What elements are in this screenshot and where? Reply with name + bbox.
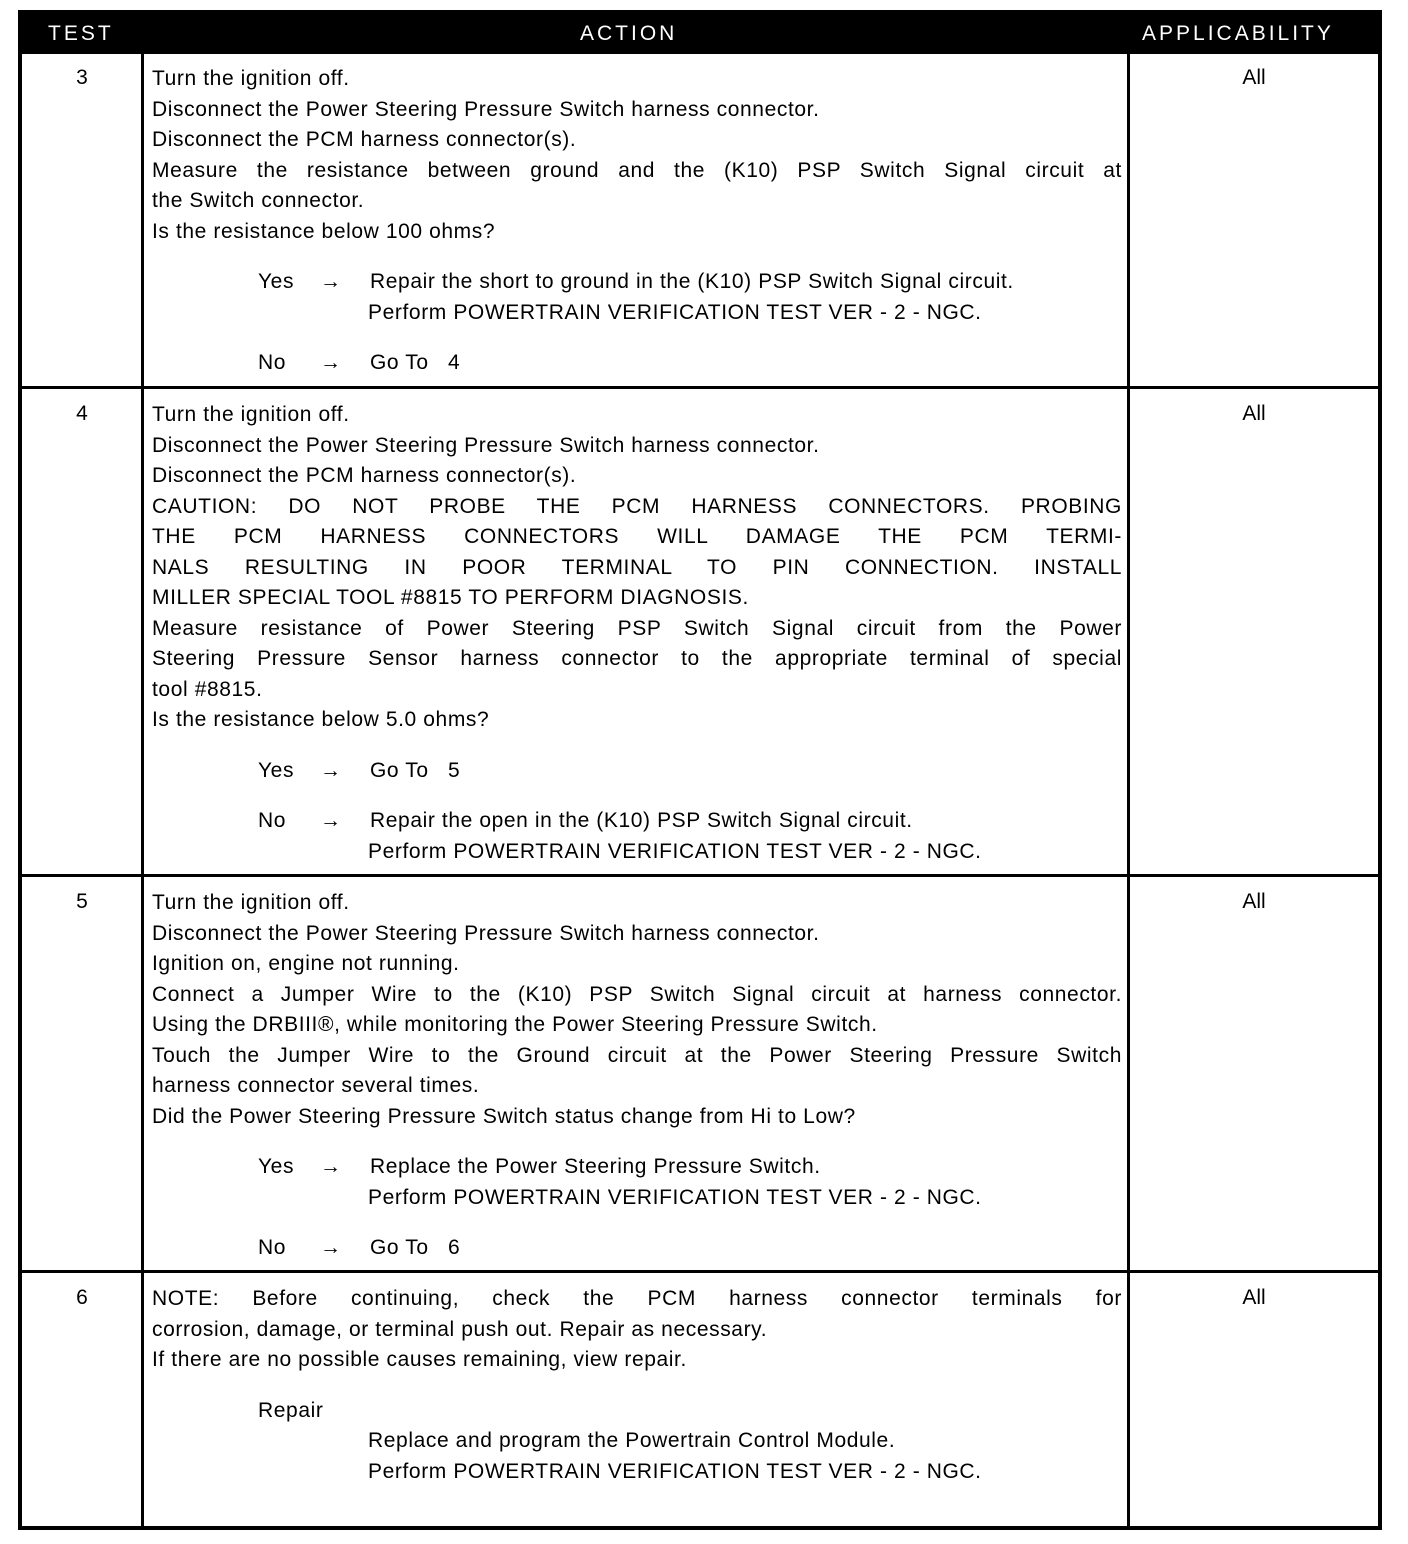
row-divider: [22, 874, 1378, 877]
action-line: Ignition on, engine not running.: [152, 952, 460, 975]
row-divider: [22, 386, 1378, 389]
action-line: Disconnect the Power Steering Pressure Switch harness connector.: [152, 97, 820, 121]
no-label: No: [258, 1236, 287, 1259]
action-cell: [152, 888, 1122, 1264]
arrow-icon: →: [320, 1236, 342, 1259]
header-action: ACTION: [580, 22, 678, 45]
no-label: No: [258, 809, 287, 832]
no-label: No: [258, 351, 287, 374]
yes-text-2: Perform POWERTRAIN VERIFICATION TEST VER - 2 - NGC.: [368, 300, 982, 324]
yes-text-2: Perform POWERTRAIN VERIFICATION TEST VER - 2 - NGC.: [368, 1185, 982, 1209]
no-text: Go To 6: [370, 1236, 461, 1259]
action-line: Is the resistance below 100 ohms?: [152, 219, 496, 243]
yes-response: [152, 1152, 1122, 1183]
yes-response: [152, 756, 1122, 787]
action-line: CAUTION: DO NOT PROBE THE PCM HARNESS CONNECTORS. PROBING: [152, 494, 1122, 518]
action-cell: [152, 1284, 1122, 1487]
table-header: [22, 14, 1378, 54]
applicability: All: [1242, 66, 1266, 89]
repair-label: Repair: [258, 1398, 324, 1422]
action-line: corrosion, damage, or terminal push out. Repair as necessary.: [152, 1317, 768, 1341]
action-line: the Switch connector.: [152, 189, 365, 212]
no-response: [152, 1233, 1122, 1264]
arrow-icon: →: [320, 758, 342, 782]
no-response: [152, 806, 1122, 837]
action-line: Disconnect the Power Steering Pressure Switch harness connector.: [152, 433, 820, 457]
action-cell: [152, 400, 1122, 867]
diagnostic-table: [18, 10, 1382, 1530]
action-line: Turn the ignition off.: [152, 891, 350, 914]
applicability: All: [1242, 402, 1266, 425]
action-line: Disconnect the Power Steering Pressure Switch harness connector.: [152, 921, 820, 945]
no-text-2: Perform POWERTRAIN VERIFICATION TEST VER - 2 - NGC.: [368, 839, 982, 863]
action-line: Disconnect the PCM harness connector(s).: [152, 128, 577, 151]
action-line: harness connector several times.: [152, 1074, 480, 1097]
action-line: Touch the Jumper Wire to the Ground circuit at the Power Steering Pressure Switch: [152, 1043, 1122, 1067]
action-cell: [152, 64, 1122, 379]
header-applicability: APPLICABILITY: [1142, 22, 1334, 45]
action-line: Did the Power Steering Pressure Switch status change from Hi to Low?: [152, 1104, 856, 1128]
action-line: THE PCM HARNESS CONNECTORS WILL DAMAGE THE PCM TERMI-: [152, 525, 1122, 548]
arrow-icon: →: [320, 270, 342, 293]
action-line: Connect a Jumper Wire to the (K10) PSP Switch Signal circuit at harness connector.: [152, 982, 1122, 1006]
action-line: NOTE: Before continuing, check the PCM harness connector terminals for: [152, 1287, 1122, 1310]
action-line: Turn the ignition off.: [152, 67, 350, 90]
yes-label: Yes: [258, 1155, 295, 1178]
action-line: Using the DRBIII®, while monitoring the Power Steering Pressure Switch.: [152, 1013, 878, 1036]
action-line: Measure resistance of Power Steering PSP Switch Signal circuit from the Power: [152, 616, 1122, 640]
test-number: 4: [76, 402, 88, 425]
repair-text: Replace and program the Powertrain Control Module.: [368, 1429, 896, 1452]
action-line: MILLER SPECIAL TOOL #8815 TO PERFORM DIAGNOSIS.: [152, 586, 749, 609]
no-response: [152, 348, 1122, 379]
applicability: All: [1242, 1286, 1266, 1309]
yes-text: Repair the short to ground in the (K10) PSP Switch Signal circuit.: [370, 270, 1014, 293]
yes-response: [152, 267, 1122, 298]
applicability: All: [1242, 890, 1266, 913]
test-number: 6: [76, 1286, 88, 1309]
row-divider: [22, 1270, 1378, 1273]
action-line: Steering Pressure Sensor harness connector to the appropriate terminal of special: [152, 647, 1122, 670]
test-number: 3: [76, 66, 88, 89]
arrow-icon: →: [320, 351, 342, 374]
yes-label: Yes: [258, 270, 295, 293]
action-line: Disconnect the PCM harness connector(s).: [152, 464, 577, 487]
arrow-icon: →: [320, 1155, 342, 1178]
action-line: Is the resistance below 5.0 ohms?: [152, 708, 490, 731]
action-line: Measure the resistance between ground and the (K10) PSP Switch Signal circuit at: [152, 158, 1122, 182]
arrow-icon: →: [320, 809, 342, 832]
repair-text-2: Perform POWERTRAIN VERIFICATION TEST VER - 2 - NGC.: [368, 1459, 982, 1483]
action-line: If there are no possible causes remaining, view repair.: [152, 1348, 687, 1371]
action-line: tool #8815.: [152, 677, 263, 701]
yes-text: Replace the Power Steering Pressure Switch.: [370, 1155, 821, 1178]
action-line: NALS RESULTING IN POOR TERMINAL TO PIN CONNECTION. INSTALL: [152, 555, 1122, 579]
no-text: Repair the open in the (K10) PSP Switch Signal circuit.: [370, 809, 913, 832]
yes-text: Go To 5: [370, 758, 461, 782]
header-test: TEST: [48, 22, 114, 45]
yes-label: Yes: [258, 758, 295, 782]
test-number: 5: [76, 890, 88, 913]
action-line: Turn the ignition off.: [152, 403, 350, 426]
no-text: Go To 4: [370, 351, 461, 374]
